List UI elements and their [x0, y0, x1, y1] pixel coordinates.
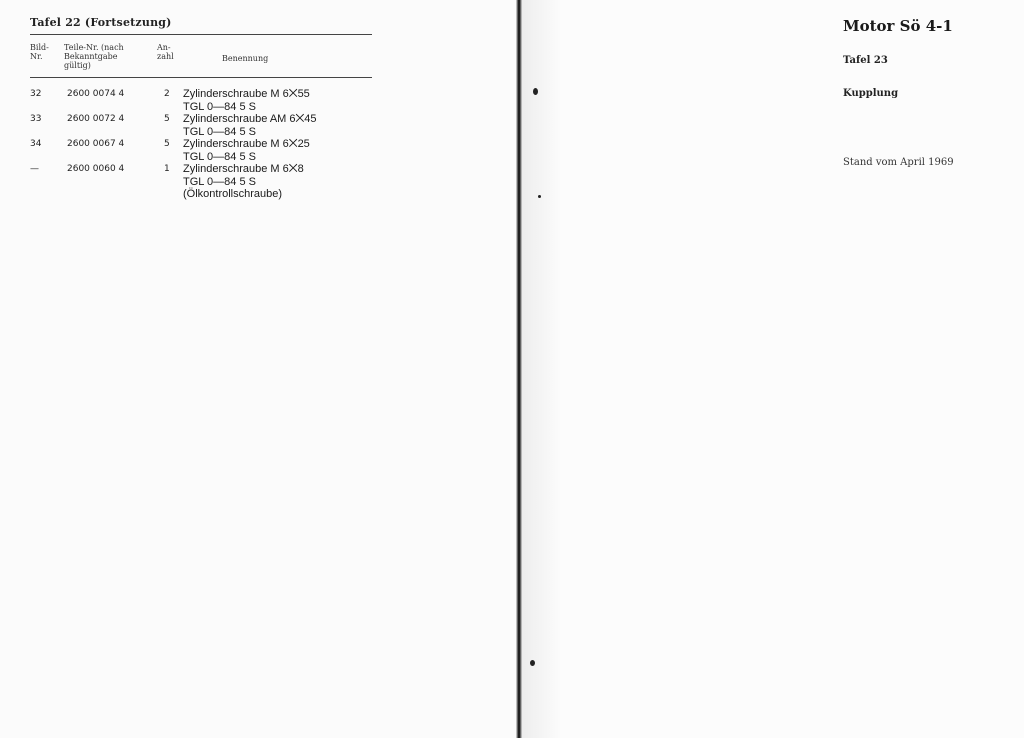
header-bild-line1: Bild- [30, 43, 49, 52]
benennung-line: Zylinderschraube AM 6⨉45 [183, 113, 317, 125]
cell-benennung [183, 88, 390, 113]
cell-benennung [183, 163, 390, 201]
header-bild-line2: Nr. [30, 52, 43, 61]
cell-bild-nr: 33 [30, 114, 42, 124]
header-benennung: Benennung [222, 54, 269, 63]
right-page-tafel: Tafel 23 [843, 55, 888, 66]
cell-teile-nr: 2600 0074 4 [67, 89, 125, 99]
header-teile-line2: Bekanntgabe [64, 52, 118, 61]
benennung-line: Zylinderschraube M 6⨉25 [183, 138, 310, 150]
cell-anzahl: 2 [164, 89, 170, 99]
scan-speck [538, 195, 541, 198]
table-header-rule [30, 77, 372, 78]
benennung-line: TGL 0—84 5 S [183, 100, 256, 113]
table-row [30, 113, 390, 138]
benennung-line: Zylinderschraube M 6⨉8 [183, 163, 304, 175]
right-page-stand: Stand vom April 1969 [843, 157, 954, 168]
cell-anzahl: 5 [164, 114, 170, 124]
header-anzahl [157, 43, 187, 61]
benennung-line: (Ölkontrollschraube) [183, 188, 283, 200]
benennung-line: TGL 0—84 5 S [183, 175, 256, 188]
table-row [30, 138, 390, 163]
right-page-subject: Kupplung [843, 88, 899, 99]
scan-speck [533, 88, 538, 95]
table-row [30, 88, 390, 113]
cell-benennung [183, 138, 390, 163]
cell-bild-nr: 32 [30, 89, 42, 99]
cell-benennung [183, 113, 390, 138]
cell-bild-nr: 34 [30, 139, 42, 149]
cell-teile-nr: 2600 0067 4 [67, 139, 125, 149]
book-gutter [516, 0, 522, 738]
right-page-heading: Motor Sö 4-1 [843, 17, 953, 35]
right-page [522, 0, 1024, 738]
cell-teile-nr: 2600 0060 4 [67, 164, 125, 174]
header-teile-line3: gültig) [64, 61, 91, 70]
header-bild-nr [30, 43, 60, 61]
header-teile-nr [64, 43, 154, 70]
table-row [30, 163, 390, 201]
table-top-rule [30, 34, 372, 35]
cell-teile-nr: 2600 0072 4 [67, 114, 125, 124]
cell-bild-nr: — [30, 164, 39, 174]
header-anzahl-line2: zahl [157, 52, 174, 61]
header-teile-line1: Teile-Nr. (nach [64, 43, 124, 52]
gutter-shadow [522, 0, 562, 738]
benennung-line: TGL 0—84 5 S [183, 125, 256, 138]
cell-anzahl: 5 [164, 139, 170, 149]
scan-speck [530, 660, 535, 666]
parts-table [30, 88, 390, 201]
left-page-title: Tafel 22 (Fortsetzung) [30, 16, 172, 29]
header-anzahl-line1: An- [157, 43, 171, 52]
cell-anzahl: 1 [164, 164, 170, 174]
benennung-line: Zylinderschraube M 6⨉55 [183, 88, 310, 100]
benennung-line: TGL 0—84 5 S [183, 150, 256, 163]
